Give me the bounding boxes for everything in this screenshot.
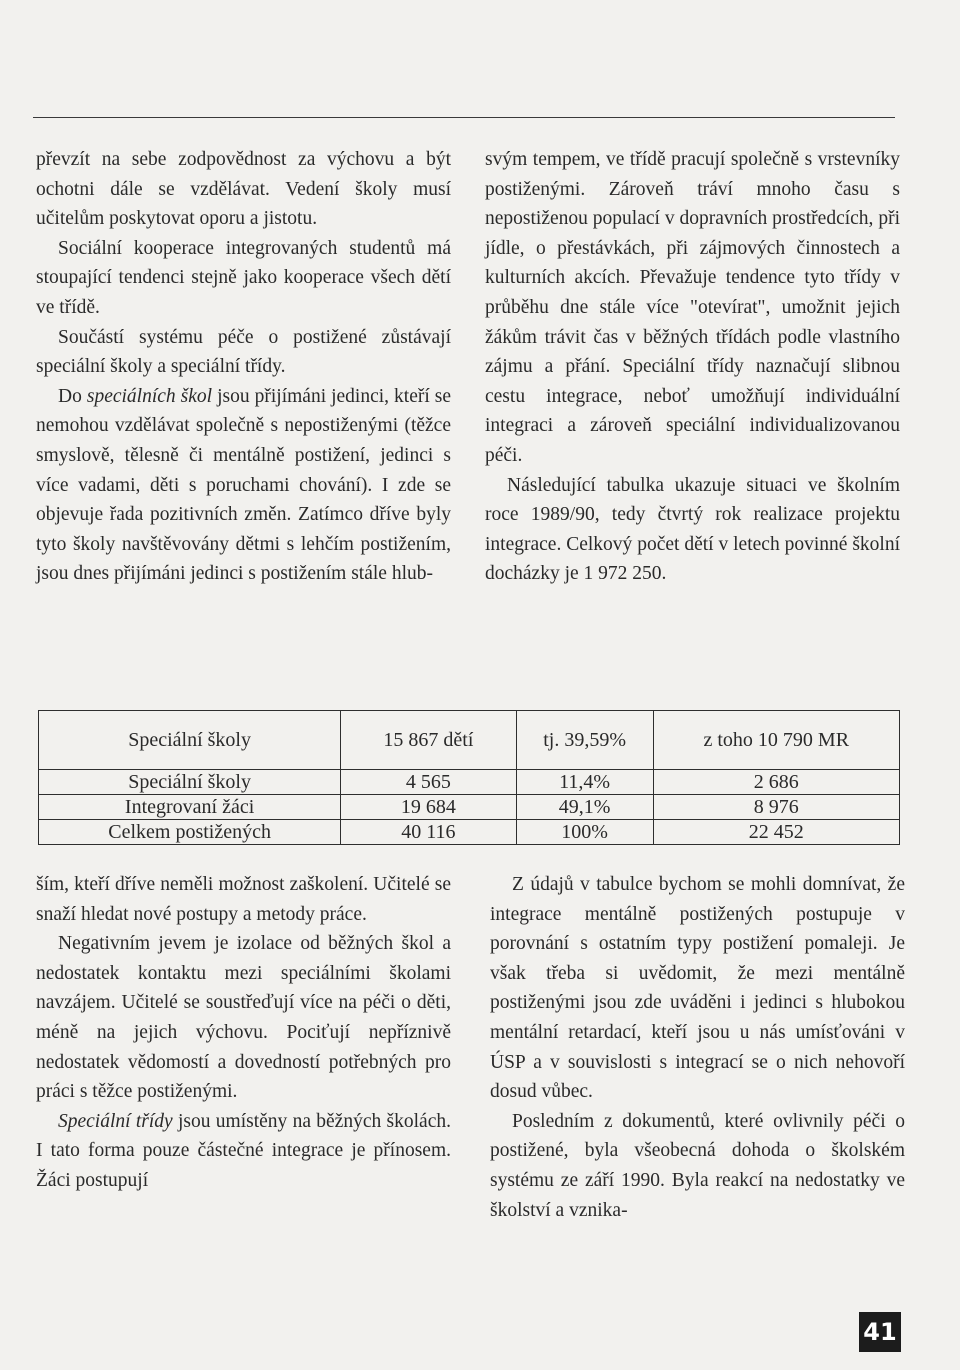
paragraph: Posledním z dokumentů, které ovlivnily péči o postižené, byla všeobecná dohoda o školském systému ze září 1990. Byla reakcí na nedostatky ve školství a vznika- <box>490 1110 905 1221</box>
table-cell: 11,4% <box>516 770 653 795</box>
text-span: jsou umístěny na běžných školách. I tato forma pouze částečné integrace je přínosem. Žáci postupují <box>36 1110 451 1191</box>
table-cell: 19 684 <box>341 795 516 820</box>
top-rule <box>33 117 895 118</box>
paragraph: Následující tabulka ukazuje situaci ve školním roce 1989/90, tedy čtvrtý rok realizace projektu integrace. Celkový počet dětí v letech povinné školní docházky je 1 972 250. <box>485 474 900 585</box>
table-cell: Speciální školy <box>39 711 341 770</box>
text-span: jsou přijímáni jedinci, kteří se nemohou vzdělávat společně s nepostiženými (těžce smyslově, tělesně či mentálně postižení, jedinci s více vadami, děti s poruchami chování). I zde se objevuje řada pozitivních změn. Zatímco dříve byly tyto školy navštěvovány dětmi s lehčím postižením, jsou dnes přijímáni jedinci s postižením stále hlub- <box>36 385 452 585</box>
paragraph <box>36 382 451 589</box>
table-row <box>39 795 900 820</box>
table-cell: Celkem postižených <box>39 820 341 845</box>
table-cell: Speciální školy <box>39 770 341 795</box>
paragraph: Součástí systému péče o postižené zůstávají speciální školy a speciální třídy. <box>36 326 451 378</box>
italic-term: speciálních škol <box>86 385 213 407</box>
table-cell: 2 686 <box>653 770 899 795</box>
paragraph: Sociální kooperace integrovaných studentů má stoupající tendenci stejně jako kooperace všech dětí ve třídě. <box>36 237 451 318</box>
table-cell: 15 867 dětí <box>341 711 516 770</box>
table-header-row <box>39 711 900 770</box>
paragraph: Z údajů v tabulce bychom se mohli domnívat, že integrace mentálně postižených postupuje v porovnání s ostatním typy postižení pomaleji. Je však třeba si uvědomit, že mezi mentálně postiženými jsou zde uváděni i jedinci s hlubokou mentální retardací, kteří jsou u nás umísťováni v ÚSP a v souvislosti s integrací se o nich nehovoří dosud vůbec. <box>490 874 905 1103</box>
table-cell: 100% <box>516 820 653 845</box>
text-span: Do <box>58 385 82 407</box>
table-cell: 40 116 <box>341 820 516 845</box>
statistics-table <box>38 710 900 845</box>
paragraph: Negativním jevem je izolace od běžných škol a nedostatek kontaktu mezi speciálními školami navzájem. Učitelé se soustřeďují více na péči o děti, méně na jejich výchovu. Pociťují nepříznivě nedostatek vědomostí a dovedností potřebných pro práci s těžce postiženými. <box>36 933 451 1103</box>
paragraph <box>36 1107 451 1196</box>
italic-term: Speciální třídy <box>58 1110 173 1132</box>
paragraph: ším, kteří dříve neměli možnost zaškolení. Učitelé se snaží hledat nové postupy a metody práce. <box>36 874 451 925</box>
table-cell: tj. 39,59% <box>516 711 653 770</box>
table-cell: 8 976 <box>653 795 899 820</box>
column-bottom-right <box>490 870 905 1225</box>
table-cell: 49,1% <box>516 795 653 820</box>
table-row <box>39 770 900 795</box>
table-cell: Integrovaní žáci <box>39 795 341 820</box>
page-number: 41 <box>859 1312 901 1352</box>
paragraph: svým tempem, ve třídě pracují společně s vrstevníky postiženými. Zároveň tráví mnoho času s nepostiženou populací v dopravních prostředcích, při jídle, o přestávkách, při zájmových činnostech a kulturních akcích. Převažuje tendence tyto třídy v průběhu dne stále více "otevírat", umožnit jejich žákům trávit čas v běžných třídách podle vlastního zájmu a přání. Speciální třídy naznačují slibnou cestu integrace, neboť umožňují individuální integraci a zároveň speciální individualizovanou péči. <box>485 149 900 466</box>
column-top-right <box>485 145 900 589</box>
table-row <box>39 820 900 845</box>
table-cell: 22 452 <box>653 820 899 845</box>
column-bottom-left <box>36 870 451 1196</box>
column-top-left <box>36 145 451 589</box>
table-cell: z toho 10 790 MR <box>653 711 899 770</box>
table-cell: 4 565 <box>341 770 516 795</box>
paragraph: převzít na sebe zodpovědnost za výchovu a být ochotni dále se vzdělávat. Vedení školy musí učitelům poskytovat oporu a jistotu. <box>36 149 451 230</box>
